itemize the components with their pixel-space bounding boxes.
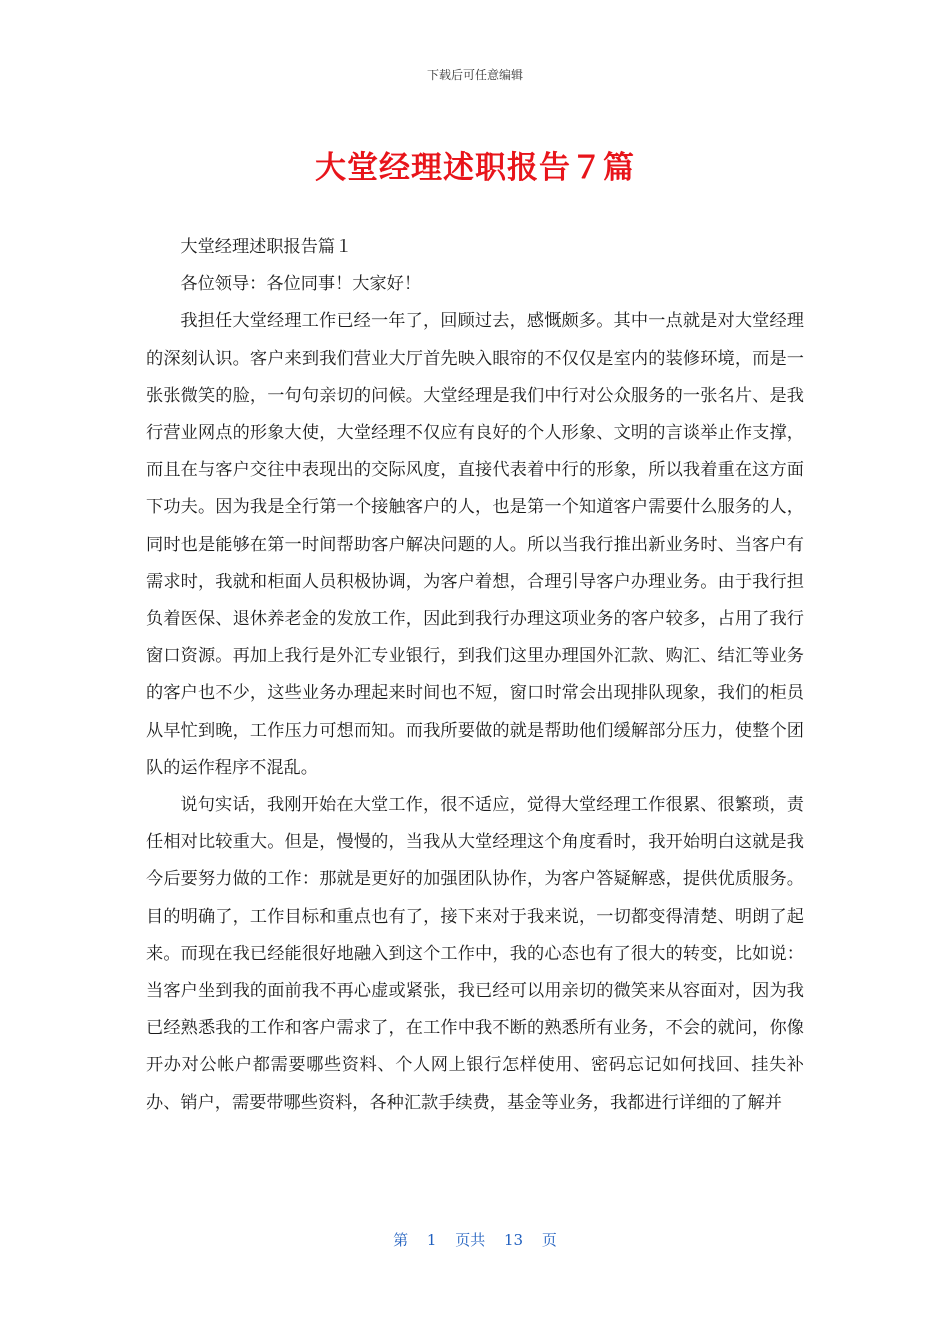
document-body bbox=[146, 229, 804, 1122]
page-footer: 第 1 页共 13 页 bbox=[393, 1231, 557, 1249]
greeting: 各位领导：各位同事！大家好！ bbox=[180, 274, 422, 295]
header-note: 下载后可任意编辑 bbox=[426, 68, 523, 82]
paragraph-1: 我担任大堂经理工作已经一年了，回顾过去，感慨颇多。其中一点就是对大堂经理的深刻认识。客户来到我们营业大厅首先映入眼帘的不仅仅是室内的装修环境，而是一张张微笑的脸，一句句亲切的问候。大堂经理是我们中行对公众服务的一张名片、是我行营业网点的形象大使，大堂经理不仅应有良好的个人形象、文明的言谈举止作支撑，而且在与客户交往中表现出的交际风度，直接代表着中行的形象，所以我着重在这方面下功夫。因为我是全行第一个接触客户的人，也是第一个知道客户需要什么服务的人，同时也是能够在第一时间帮助客户解决问题的人。所以当我行推出新业务时、当客户有需求时，我就和柜面人员积极协调，为客户着想，合理引导客户办理业务。由于我行担负着医保、退休养老金的发放工作，因此到我行办理这项业务的客户较多，占用了我行窗口资源。再加上我行是外汇专业银行，到我们这里办理国外汇款、购汇、结汇等业务的客户也不少，这些业务办理起来时间也不短，窗口时常会出现排队现象，我们的柜员从早忙到晚，工作压力可想而知。而我所要做的就是帮助他们缓解部分压力，使整个团队的运作程序不混乱。 bbox=[146, 311, 804, 778]
section-heading: 大堂经理述职报告篇１ bbox=[180, 237, 353, 257]
document-title: 大堂经理述职报告７篇 bbox=[315, 150, 635, 186]
paragraph-2: 说句实话，我刚开始在大堂工作，很不适应，觉得大堂经理工作很累、很繁琐，责任相对比较重大。但是，慢慢的，当我从大堂经理这个角度看时，我开始明白这就是我今后要努力做的工作：那就是更好的加强团队协作，为客户答疑解惑，提供优质服务。目的明确了，工作目标和重点也有了，接下来对于我来说，一切都变得清楚、明朗了起来。而现在我已经能很好地融入到这个工作中，我的心态也有了很大的转变，比如说：当客户坐到我的面前我不再心虚或紧张，我已经可以用亲切的微笑来从容面对，因为我已经熟悉我的工作和客户需求了，在工作中我不断的熟悉所有业务，不会的就问，你像开办对公帐户都需要哪些资料、个人网上银行怎样使用、密码忘记如何找回、挂失补办、销户，需要带哪些资料，各种汇款手续费，基金等业务，我都进行详细的了解并 bbox=[146, 795, 804, 1113]
